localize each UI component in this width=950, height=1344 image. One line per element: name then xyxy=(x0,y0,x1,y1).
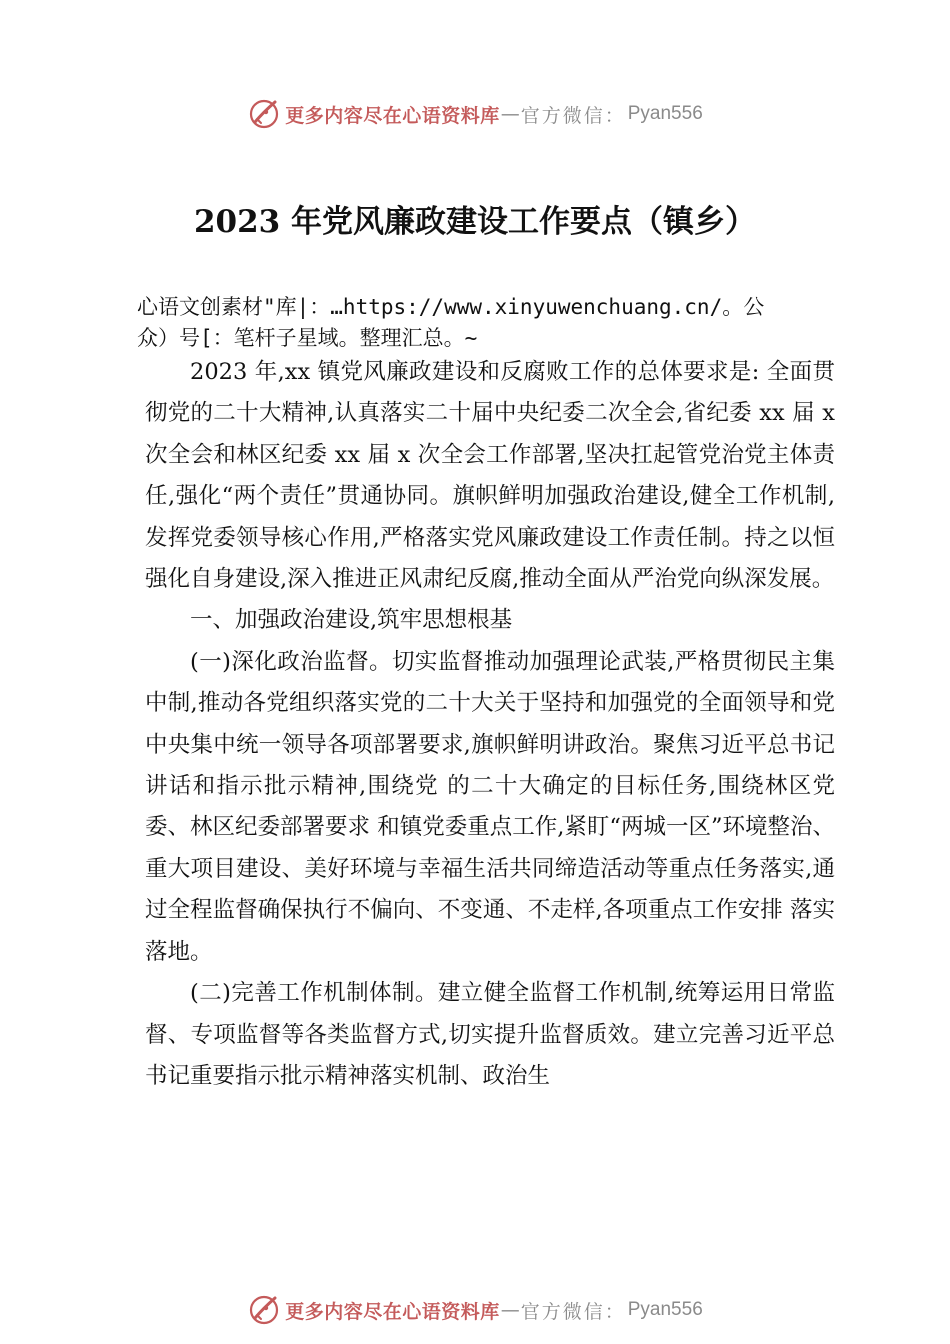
source-note-line-2: 众）号[：笔杆子星域。整理汇总。~ xyxy=(137,326,478,350)
paragraph-intro: 2023 年,xx 镇党风廉政建设和反腐败工作的总体要求是: 全面贯彻党的二十大精神,认真落实二十届中央纪委二次全会,省纪委 xx 届 x 次全会和林区纪委 xx 届 x 次全会工作部署,坚决扛起管党治党主体责任,强化“两个责任”贯通协同。旗帜鲜明加强政治建设,健全工作机制,发挥党委领导核心作用,严格落实党风廉政建设工作责任制。持之以恒强化自身建设,深入推进正风肃纪反腐,推动全面从严治党向纵深发展。 xyxy=(145,359,835,593)
source-note xyxy=(137,292,837,354)
brush-pen-logo-icon xyxy=(247,1293,281,1327)
paragraph-work-mechanism: (二)完善工作机制体制。建立健全监督工作机制,统筹运用日常监督、专项监督等各类监督方式,切实提升监督质效。建立完善习近平总书记重要指示批示精神落实机制、政治生 xyxy=(145,980,835,1089)
banner-separator: — xyxy=(500,103,520,125)
brush-pen-logo-icon xyxy=(247,97,281,131)
banner-separator: — xyxy=(500,1299,520,1321)
paragraph-political-supervision: (一)深化政治监督。切实监督推动加强理论武装,严格贯彻民主集中制,推动各党组织落实党的二十大关于坚持和加强党的全面领导和党中央集中统一领导各项部署要求,旗帜鲜明讲政治。聚焦习近平总书记讲话和指示批示精神,围绕党 的二十大确定的目标任务,围绕林区党委、林区纪委部署要求 和镇党委重点工作,紧盯“两城一区”环境整治、重大项目建设、美好环境与幸福生活共同缔造活动等重点任务落实,通过全程监督确保执行不偏向、不变通、不走样,各项重点工作安排 落实落地。 xyxy=(145,648,835,965)
section-heading: 一、加强政治建设,筑牢思想根基 xyxy=(190,607,513,634)
document-title: 2023 年党风廉政建设工作要点（镇乡） xyxy=(193,204,757,240)
wechat-id: Pyan556 xyxy=(627,103,703,124)
wechat-label: 官方微信： xyxy=(520,1300,626,1323)
footer-banner xyxy=(0,1290,950,1330)
wechat-id: Pyan556 xyxy=(627,1299,703,1320)
wechat-label: 官方微信： xyxy=(520,104,626,127)
promo-text: 更多内容尽在心语资料库 xyxy=(285,104,500,127)
source-note-line-1: 心语文创素材"库|：…https://www.xinyuwenchuang.cn/。公 xyxy=(137,295,765,319)
document-body xyxy=(145,352,835,1097)
header-banner xyxy=(0,94,950,134)
promo-text: 更多内容尽在心语资料库 xyxy=(285,1300,500,1323)
